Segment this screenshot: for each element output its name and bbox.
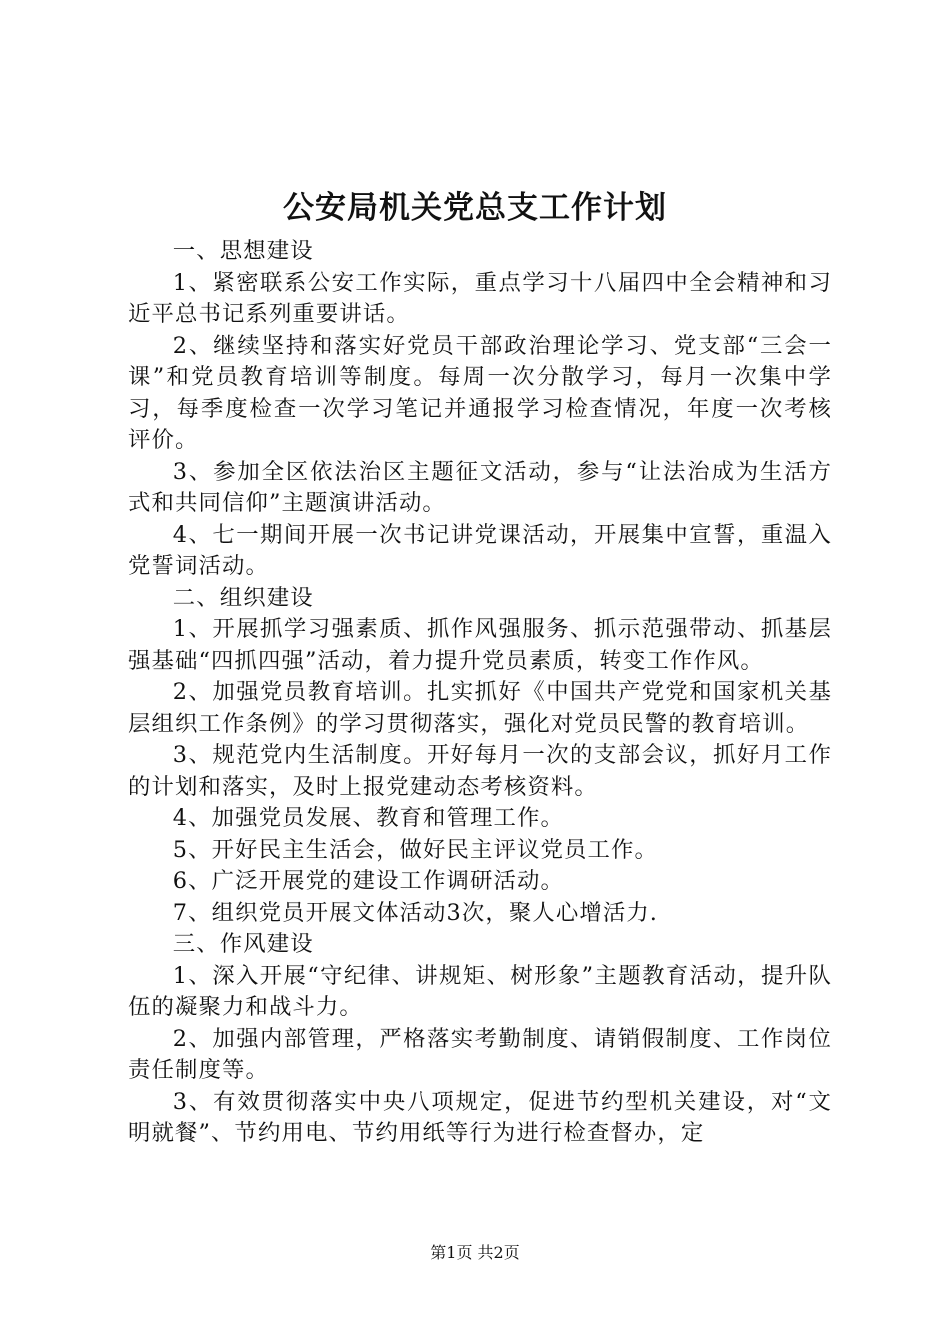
paragraph: 2、继续坚持和落实好党员干部政治理论学习、党支部“三会一课”和党员教育培训等制度。每周一次分散学习，每月一次集中学习，每季度检查一次学习笔记并通报学习检查情况，年度一次考核评价。 bbox=[128, 332, 832, 453]
paragraph: 1、紧密联系公安工作实际，重点学习十八届四中全会精神和习近平总书记系列重要讲话。 bbox=[128, 269, 832, 327]
document-title: 公安局机关党总支工作计划 bbox=[283, 190, 667, 226]
paragraph: 4、加强党员发展、教育和管理工作。 bbox=[172, 805, 564, 831]
document-body bbox=[128, 236, 832, 1150]
page-footer: 第1页 共2页 bbox=[430, 1243, 520, 1262]
paragraph: 2、加强内部管理，严格落实考勤制度、请销假制度、工作岗位责任制度等。 bbox=[128, 1025, 832, 1083]
paragraph: 5、开好民主生活会，做好民主评议党员工作。 bbox=[172, 836, 658, 863]
paragraph: 3、有效贯彻落实中央八项规定，促进节约型机关建设，对“文明就餐”、节约用电、节约用纸等行为进行检查督办，定 bbox=[128, 1088, 832, 1146]
section-heading-3: 三、作风建设 bbox=[172, 931, 314, 957]
section-heading-1: 一、思想建设 bbox=[172, 238, 314, 264]
paragraph: 3、参加全区依法治区主题征文活动，参与“让法治成为生活方式和共同信仰”主题演讲活动。 bbox=[128, 458, 832, 516]
paragraph: 2、加强党员教育培训。扎实抓好《中国共产党党和国家机关基层组织工作条例》的学习贯彻落实，强化对党员民警的教育培训。 bbox=[128, 679, 832, 737]
paragraph: 4、七一期间开展一次书记讲党课活动，开展集中宣誓，重温入党誓词活动。 bbox=[128, 521, 832, 579]
paragraph: 1、开展抓学习强素质、抓作风强服务、抓示范强带动、抓基层强基础“四抓四强”活动，着力提升党员素质，转变工作作风。 bbox=[128, 616, 832, 674]
paragraph: 7、组织党员开展文体活动3次，聚人心增活力. bbox=[172, 899, 659, 926]
paragraph: 6、广泛开展党的建设工作调研活动。 bbox=[172, 868, 564, 894]
paragraph: 3、规范党内生活制度。开好每月一次的支部会议，抓好月工作的计划和落实，及时上报党建动态考核资料。 bbox=[128, 742, 832, 800]
paragraph: 1、深入开展“守纪律、讲规矩、树形象”主题教育活动，提升队伍的凝聚力和战斗力。 bbox=[128, 962, 832, 1020]
section-heading-2: 二、组织建设 bbox=[172, 584, 314, 611]
